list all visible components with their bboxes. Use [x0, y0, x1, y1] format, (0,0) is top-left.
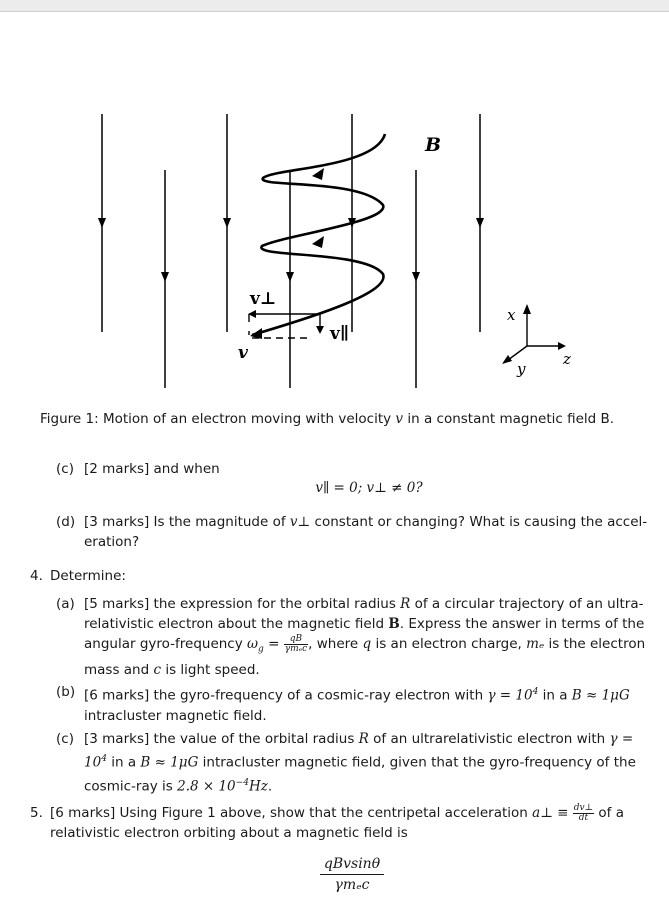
- axis-x-label: x: [507, 306, 516, 324]
- gyro-frequency-fraction: $\frac{qB}{\text{γmₑc}}$: [284, 633, 308, 654]
- field-lines: [102, 114, 480, 388]
- q4c-label: (c): [56, 731, 74, 747]
- q4-number: 4.: [30, 568, 43, 584]
- q4b-text: [6 marks] the gyro-frequency of a cosmic-ray electron with $\gamma = 10^4$ in a B ≈ 1μG intracluster magnetic field.: [84, 687, 630, 724]
- q4c-text: [3 marks] the value of the orbital radius R of an ultrarelativistic electron with γ = $10^4$ in a B ≈ 1μG intracluster magnetic field, given that the gyro-frequency of the cosmic-ray is $2.8 \times 10^{-4}Hz$.: [84, 731, 636, 794]
- viewer-top-bar: [0, 0, 669, 12]
- q4a-label: (a): [56, 596, 75, 612]
- label-B: B: [425, 134, 442, 156]
- q3d-label: (d): [56, 514, 76, 530]
- field-arrowheads: [98, 218, 484, 282]
- q3c-equation: v∥ = 0; v⊥ ≠ 0?: [315, 480, 423, 496]
- q5-number: 5.: [30, 805, 43, 821]
- q3c-label: (c): [56, 461, 74, 477]
- q4-title: Determine:: [50, 568, 126, 584]
- q5-equation: $\frac{\text{qBvsinθ}}{\text{γmₑc}}$: [50, 854, 654, 895]
- label-v-perp: v⊥: [250, 289, 277, 309]
- q3c-text: [2 marks] and when: [84, 461, 220, 477]
- label-v: v: [238, 343, 248, 363]
- q5-text: [6 marks] Using Figure 1 above, show that the centripetal acceleration a⊥ ≡ $\frac{dv\perp}{dt}$ of a relativistic electron orbiting about a magnetic field is: [50, 802, 624, 841]
- axis-y-label: y: [517, 360, 526, 378]
- q3d-text: [3 marks] Is the magnitude of v⊥ constant or changing? What is causing the accel- eration?: [84, 514, 648, 550]
- coordinate-axes: [508, 312, 560, 360]
- q4b-label: (b): [56, 684, 76, 700]
- q4a-text: [5 marks] the expression for the orbital radius R of a circular trajectory of an ultra- relativistic electron about the magnetic field B. Express the answer in terms of the angular gyro-frequency $\omega_g$ = $\frac{qB}{\text{γmₑc}}$ , where q is an electron charge, mₑ is the electron mass and c is light speed.: [84, 596, 646, 678]
- figure-1-diagram: [0, 100, 669, 400]
- figure-caption: Figure 1: Motion of an electron moving with velocity v in a constant magnetic field B.: [40, 411, 615, 427]
- acceleration-fraction: $\frac{dv\perp}{dt}$: [573, 802, 594, 823]
- label-v-parallel: v∥: [330, 324, 349, 344]
- axis-z-label: z: [563, 350, 571, 368]
